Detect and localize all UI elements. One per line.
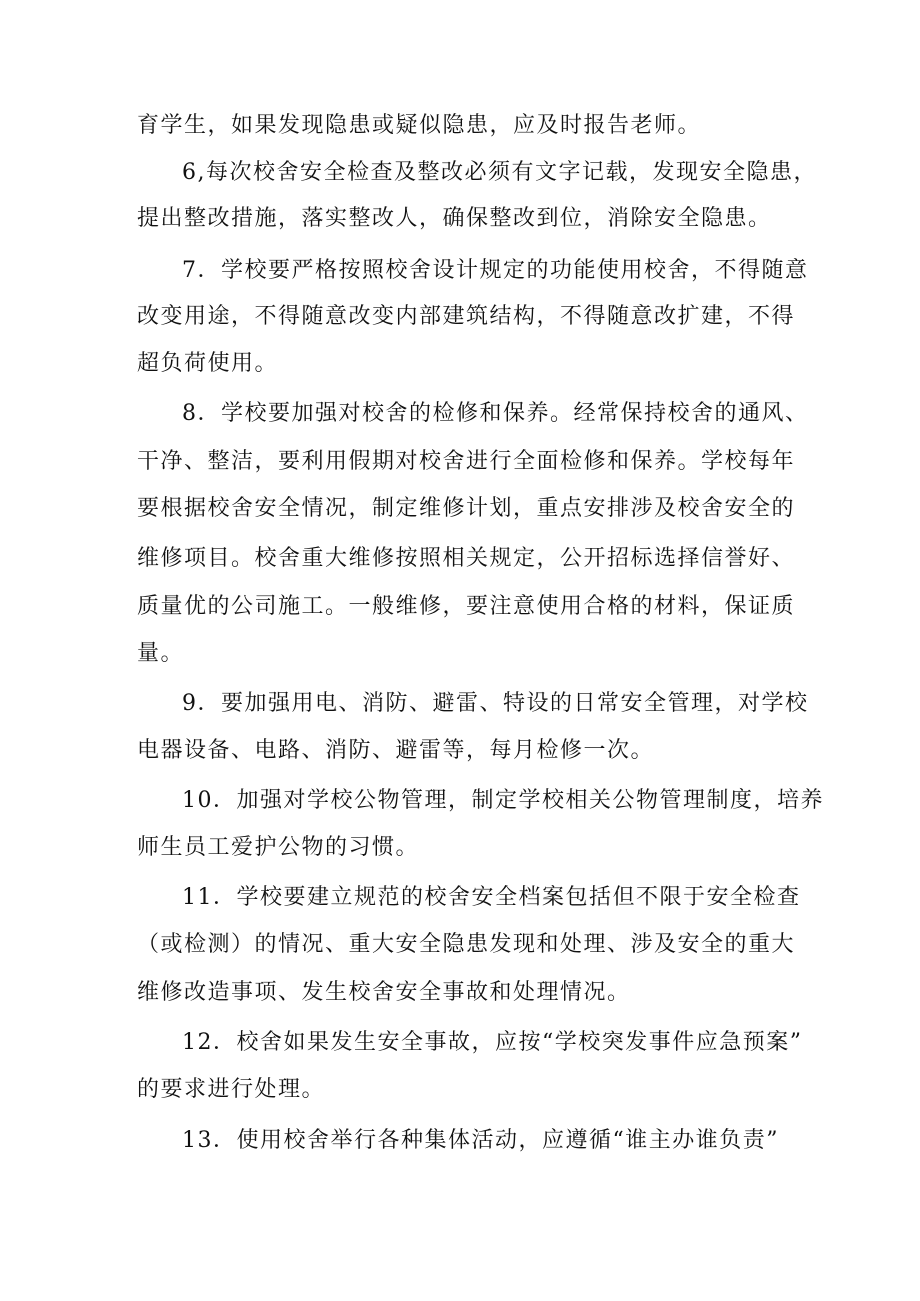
paragraph-12: 12．校舍如果发生安全事故，应按“学校突发事件应急预案” xyxy=(182,1030,803,1055)
text-line: 师生员工爱护公物的习惯。 xyxy=(137,835,420,860)
paragraph-7: 7．学校要严格按照校舍设计规定的功能使用校舍，不得随意 xyxy=(182,258,809,283)
text-line: 育学生，如果发现隐患或疑似隐患，应及时报告老师。 xyxy=(137,113,702,138)
text-line: 超负荷使用。 xyxy=(137,351,279,376)
text-line: 电器设备、电路、消防、避雷等，每月检修一次。 xyxy=(137,738,655,763)
text-line: 的要求进行处理。 xyxy=(137,1077,326,1102)
text-line: 维修项目。校舍重大维修按照相关规定，公开招标选择信誉好、 xyxy=(137,546,796,571)
text-line: 改变用途，不得随意改变内部建筑结构，不得随意改扩建，不得 xyxy=(137,304,796,329)
paragraph-13: 13．使用校舍举行各种集体活动，应遵循“谁主办谁负责” xyxy=(182,1128,779,1153)
paragraph-8: 8．学校要加强对校舍的检修和保养。经常保持校舍的通风、 xyxy=(182,401,809,426)
text-line: 要根据校舍安全情况，制定维修计划，重点安排涉及校舍安全的 xyxy=(137,496,796,521)
text-line: 质量优的公司施工。一般维修，要注意使用合格的材料，保证质 xyxy=(137,594,796,619)
text-line: 量。 xyxy=(137,641,185,666)
paragraph-11: 11．学校要建立规范的校舍安全档案包括但不限于安全检查 xyxy=(182,885,801,910)
text-line: （或检测）的情况、重大安全隐患发现和处理、涉及安全的重大 xyxy=(137,932,796,957)
text-line: 干净、整洁，要利用假期对校舍进行全面检修和保养。学校每年 xyxy=(137,449,796,474)
paragraph-9: 9．要加强用电、消防、避雷、特设的日常安全管理，对学校 xyxy=(182,691,809,716)
paragraph-10: 10．加强对学校公物管理，制定学校相关公物管理制度，培养 xyxy=(182,788,824,813)
paragraph-6: 6,每次校舍安全检查及整改必须有文字记载，发现安全隐患， xyxy=(182,160,817,185)
text-line: 提出整改措施，落实整改人，确保整改到位，消除安全隐患。 xyxy=(137,206,772,231)
text-line: 维修改造事项、发生校舍安全事故和处理情况。 xyxy=(137,980,631,1005)
